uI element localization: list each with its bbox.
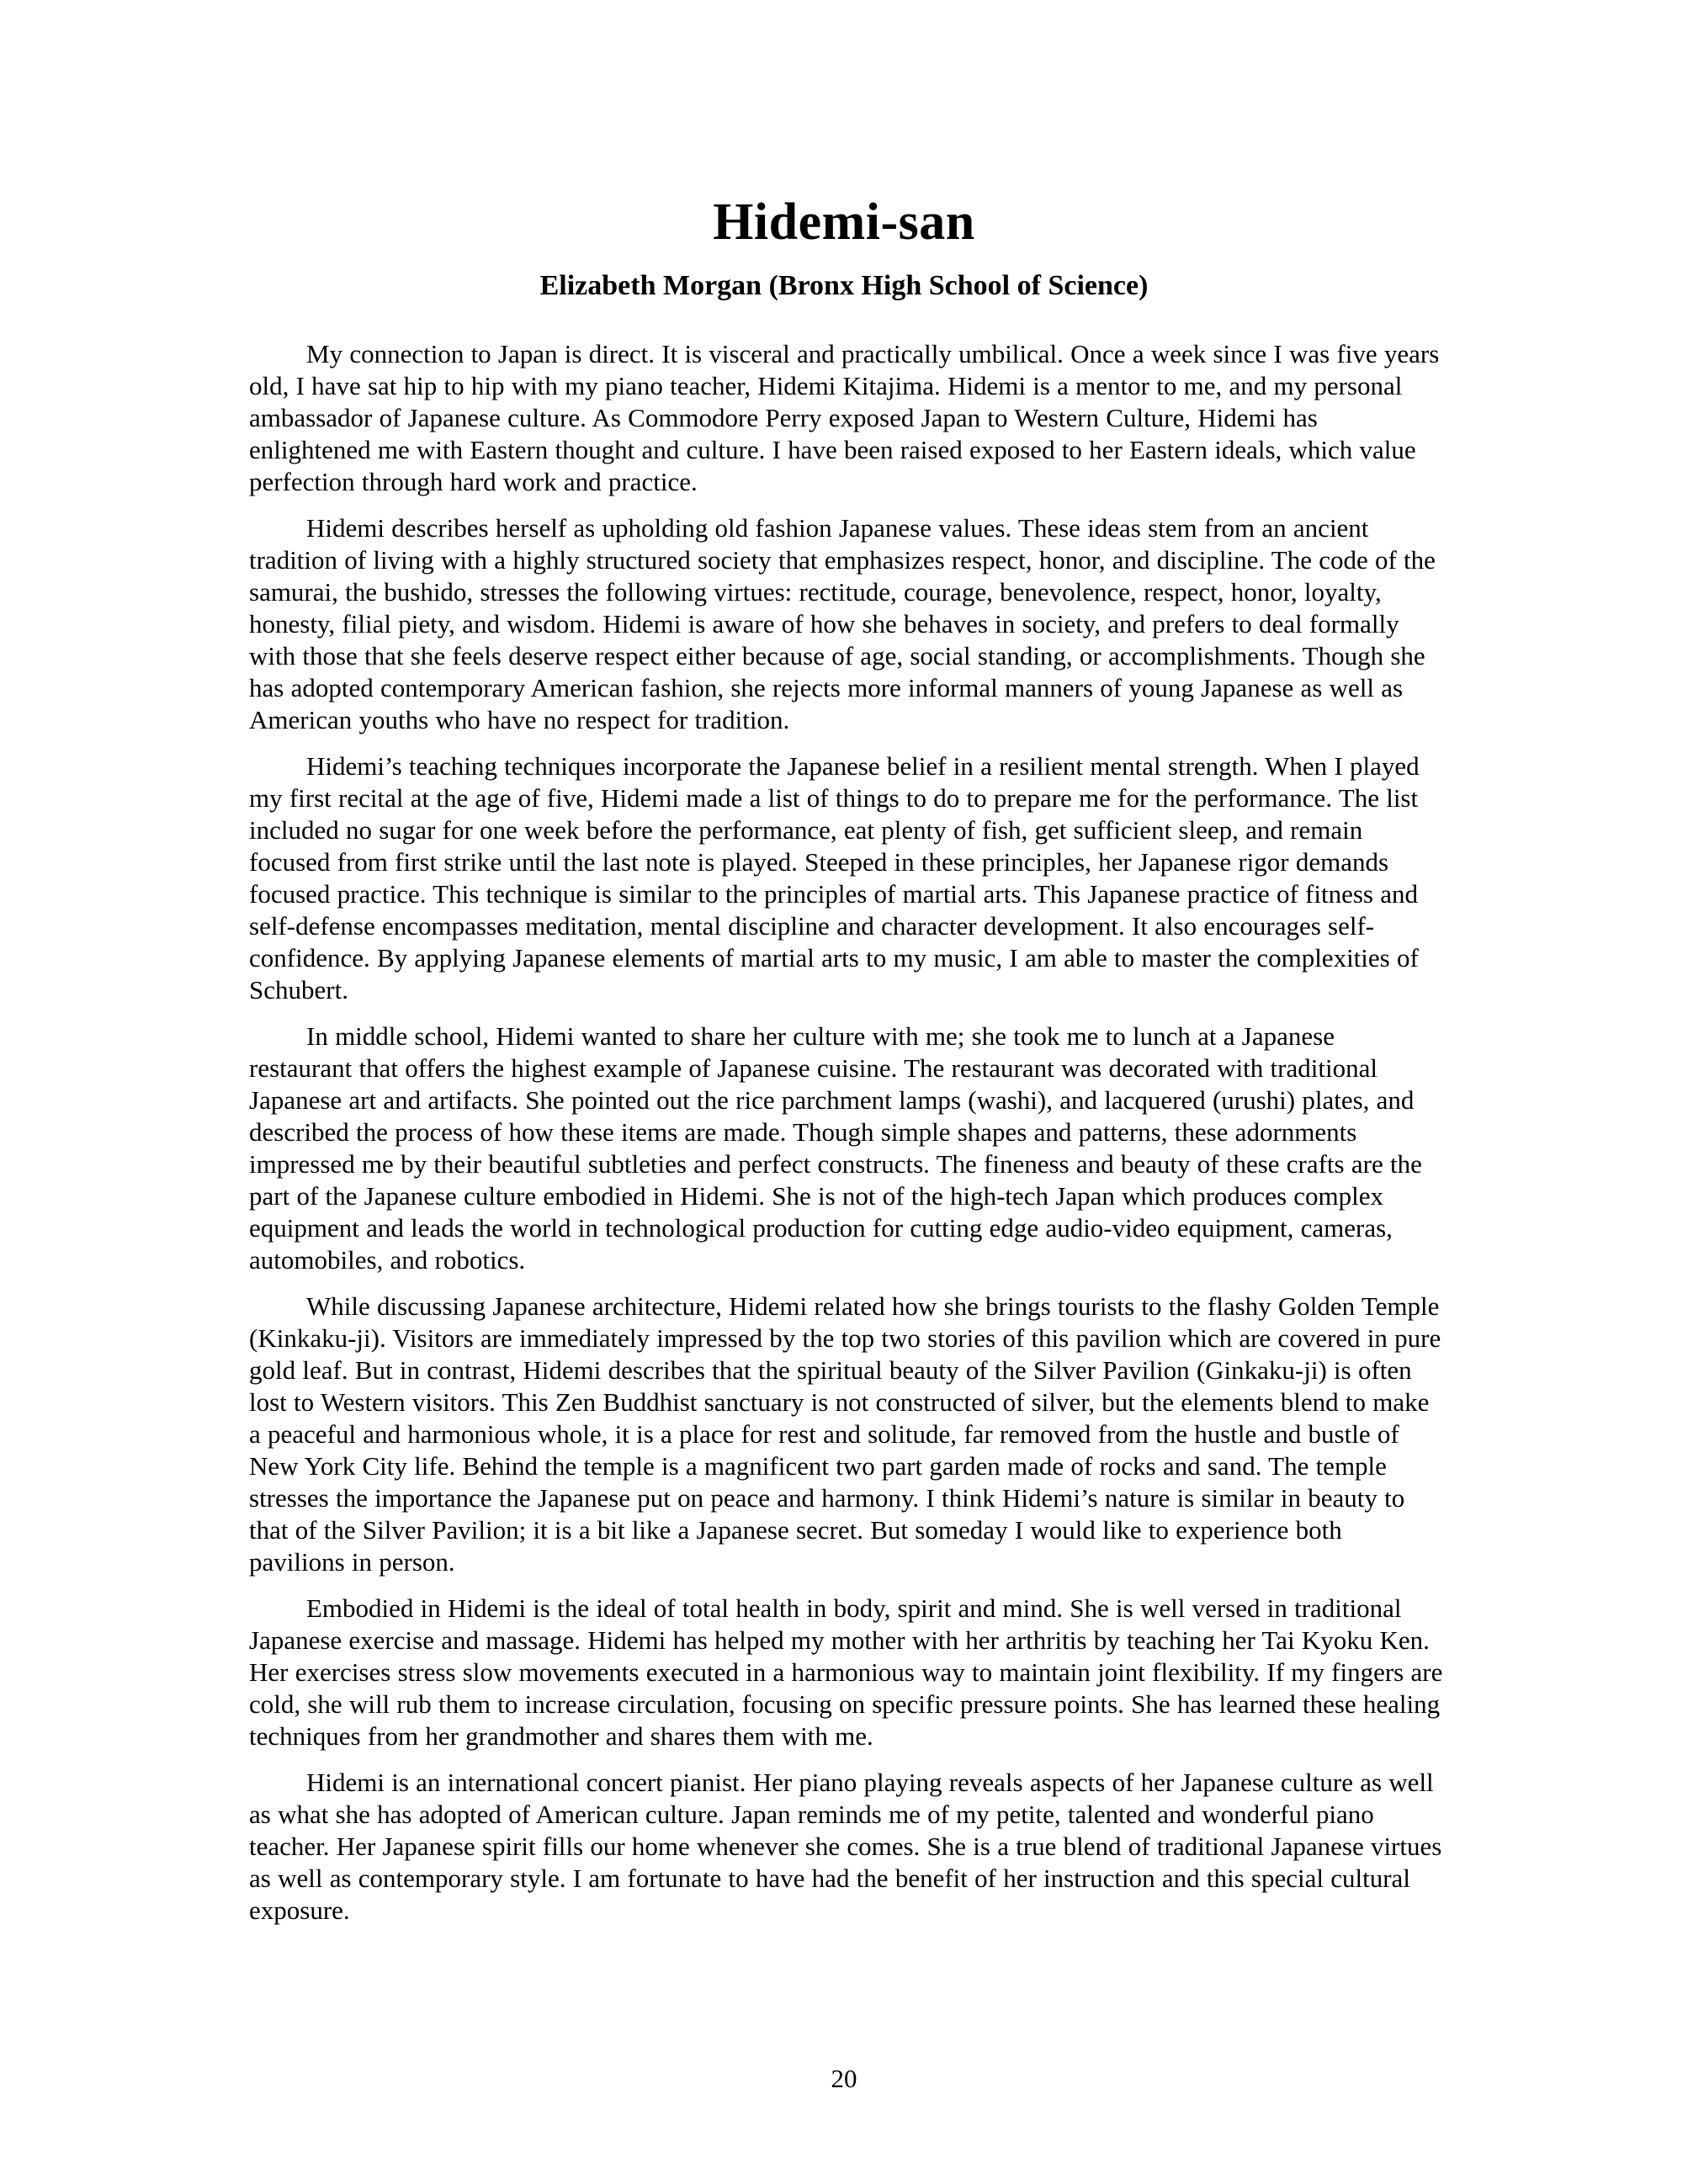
essay-paragraph: Hidemi is an international concert pianist. Her piano playing reveals aspects of her Japanese culture as well as what she has adopted of American culture. Japan reminds me of my petite, talented and wonderful piano teacher. Her Japanese spirit fills our home whenever she comes. She is a true blend of traditional Japanese virtues as well as contemporary style. I am fortunate to have had the benefit of her instruction and this special cultural exposure.	[249, 1768, 1442, 1926]
essay-body	[249, 338, 1444, 1927]
essay-paragraph: Hidemi describes herself as upholding old fashion Japanese values. These ideas stem from an ancient tradition of living with a highly structured society that emphasizes respect, honor, and discipline. The code of the samurai, the bushido, stresses the following virtues: rectitude, courage, benevolence, respect, honor, loyalty, honesty, filial piety, and wisdom. Hidemi is aware of how she behaves in society, and prefers to deal formally with those that she feels deserve respect either because of age, social standing, or accomplishments. Though she has adopted contemporary American fashion, she rejects more informal manners of young Japanese as well as American youths who have no respect for tradition.	[249, 513, 1436, 735]
page-number: 20	[831, 2064, 857, 2093]
essay-byline: Elizabeth Morgan (Bronx High School of Science)	[539, 270, 1149, 302]
essay-paragraph: Hidemi’s teaching techniques incorporate the Japanese belief in a resilient mental strength. When I played my first recital at the age of five, Hidemi made a list of things to do to prepare me for the performance. The list included no sugar for one week before the performance, eat plenty of fish, get sufficient sleep, and remain focused from first strike until the last note is played. Steeped in these principles, her Japanese rigor demands focused practice. This technique is similar to the principles of martial arts. This Japanese practice of fitness and self-defense encompasses meditation, mental discipline and character development. It also encourages self-confidence. By applying Japanese elements of martial arts to my music, I am able to master the complexities of Schubert.	[249, 751, 1420, 1005]
essay-paragraph: While discussing Japanese architecture, Hidemi related how she brings tourists to the flashy Golden Temple (Kinkaku-ji). Visitors are immediately impressed by the top two stories of this pavilion which are covered in pure gold leaf. But in contrast, Hidemi describes that the spiritual beauty of the Silver Pavilion (Ginkaku-ji) is often lost to Western visitors. This Zen Buddhist sanctuary is not constructed of silver, but the elements blend to make a peaceful and harmonious whole, it is a place for rest and solitude, far removed from the hustle and bustle of New York City life. Behind the temple is a magnificent two part garden made of rocks and sand. The temple stresses the importance the Japanese put on peace and harmony. I think Hidemi’s nature is similar in beauty to that of the Silver Pavilion; it is a bit like a Japanese secret. But someday I would like to experience both pavilions in person.	[249, 1291, 1441, 1577]
essay-paragraph: My connection to Japan is direct. It is visceral and practically umbilical. Once a week since I was five years old, I have sat hip to hip with my piano teacher, Hidemi Kitajima. Hidemi is a mentor to me, and my personal ambassador of Japanese culture. As Commodore Perry exposed Japan to Western Culture, Hidemi has enlightened me with Eastern thought and culture. I have been raised exposed to her Eastern ideals, which value perfection through hard work and practice.	[249, 339, 1440, 497]
essay-paragraph: Embodied in Hidemi is the ideal of total health in body, spirit and mind. She is well versed in traditional Japanese exercise and massage. Hidemi has helped my mother with her arthritis by teaching her Tai Kyoku Ken. Her exercises stress slow movements executed in a harmonious way to maintain joint flexibility. If my fingers are cold, she will rub them to increase circulation, focusing on specific pressure points. She has learned these healing techniques from her grandmother and shares them with me.	[249, 1593, 1443, 1752]
essay-paragraph: In middle school, Hidemi wanted to share her culture with me; she took me to lunch at a Japanese restaurant that offers the highest example of Japanese cuisine. The restaurant was decorated with traditional Japanese art and artifacts. She pointed out the rice parchment lamps (washi), and lacquered (urushi) plates, and described the process of how these items are made. Though simple shapes and patterns, these adornments impressed me by their beautiful subtleties and perfect constructs. The fineness and beauty of these crafts are the part of the Japanese culture embodied in Hidemi. She is not of the high-tech Japan which produces complex equipment and leads the world in technological production for cutting edge audio-video equipment, cameras, automobiles, and robotics.	[249, 1021, 1422, 1275]
essay-title: Hidemi-san	[713, 193, 975, 251]
